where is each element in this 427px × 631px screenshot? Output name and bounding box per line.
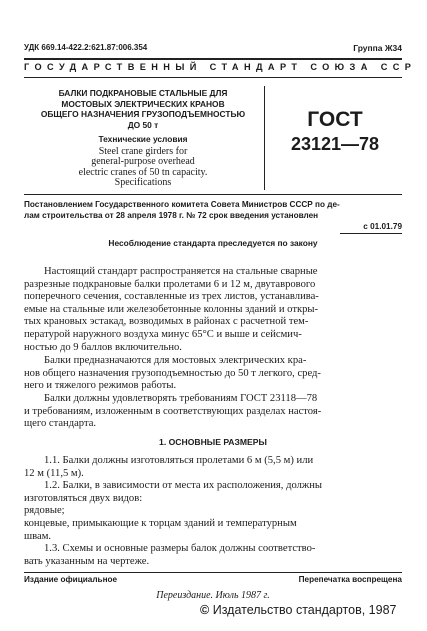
title-ru-line: ДО 50 т bbox=[127, 119, 159, 130]
gost-label: ГОСТ bbox=[307, 108, 363, 131]
title-rule bbox=[24, 194, 402, 195]
text-line: 12 м (11,5 м). bbox=[24, 467, 84, 479]
text-line: вать указанным на чертеже. bbox=[24, 555, 150, 567]
text-line: поперечного сечения, составленные из трех листов, устанавлива- bbox=[24, 291, 319, 303]
text-line: Балки должны удовлетворять требованиям ГОСТ 23118—78 bbox=[44, 393, 318, 404]
footer-rule bbox=[24, 572, 402, 573]
clause-1-3 bbox=[24, 543, 402, 568]
text-line: тых крановых эстакад, возводимых в районах с расчетной тем- bbox=[24, 316, 309, 328]
intro-paragraph-1 bbox=[24, 266, 402, 354]
clause-1-2-item-2 bbox=[24, 518, 402, 543]
text-line: пературой наружного воздуха минус 65°С и выше и сейсмич- bbox=[24, 328, 302, 340]
header-rule-bottom bbox=[24, 77, 402, 78]
gost-number: 23121—78 bbox=[290, 134, 380, 154]
text-line: Настоящий стандарт распространяется на стальные сварные bbox=[44, 266, 318, 277]
decree-line: Постановлением Государственного комитета Совета Министров СССР по де- bbox=[24, 200, 340, 209]
text-line: щего стандарта. bbox=[24, 418, 97, 430]
udk-code: УДК 669.14-422.2:621.87:006.354 bbox=[24, 43, 148, 52]
clause-1-2-item-1 bbox=[24, 505, 402, 518]
text-line: нов общего назначения грузоподъемностью до 50 т легкого, сред- bbox=[24, 367, 321, 379]
title-en bbox=[24, 147, 262, 188]
effective-date: с 01.01.79 bbox=[363, 222, 402, 231]
text-line: 1.3. Схемы и основные размеры балок должны соответство- bbox=[44, 543, 316, 554]
title-en-line: general-purpose overhead bbox=[91, 156, 195, 168]
text-line: концевые, примыкающие к торцам зданий и температурным bbox=[24, 518, 297, 529]
text-line: рядовые; bbox=[24, 505, 65, 516]
text-line: ностью до 9 баллов включительно. bbox=[24, 341, 182, 353]
text-line: и требованиям, изложенным в соответствующих разделах настоя- bbox=[24, 405, 322, 417]
subtitle-ru: Технические условия bbox=[98, 134, 188, 144]
clause-1-2 bbox=[24, 480, 402, 505]
title-ru-line: ОБЩЕГО НАЗНАЧЕНИЯ ГРУЗОПОДЪЕМНОСТЬЮ bbox=[40, 109, 246, 119]
title-ru-line: БАЛКИ ПОДКРАНОВЫЕ СТАЛЬНЫЕ ДЛЯ bbox=[58, 88, 228, 98]
reissue-note: Переиздание. Июль 1987 г. bbox=[156, 590, 270, 601]
clause-1-1 bbox=[24, 455, 402, 480]
title-ru bbox=[24, 88, 262, 130]
reprint-ban: Перепечатка воспрещена bbox=[298, 575, 402, 584]
copyright-text: Издательство стандартов, 1987 bbox=[212, 603, 397, 617]
legal-warning: Несоблюдение стандарта преследуется по закону bbox=[108, 238, 318, 248]
section-heading: 1. ОСНОВНЫЕ РАЗМЕРЫ bbox=[159, 437, 267, 447]
text-line: него и тяжелого режимов работы. bbox=[24, 380, 177, 392]
copyright-icon: © bbox=[200, 603, 210, 617]
decree-line: лам строительства от 28 апреля 1978 г. № 72 срок введения установлен bbox=[24, 210, 319, 220]
text-line: изготовляться двух видов: bbox=[24, 492, 143, 504]
text-line: разрезные подкрановые балки пролетами 6 и 12 м, двутаврового bbox=[24, 278, 316, 290]
title-en-line: electric cranes of 50 tn capacity. bbox=[78, 166, 208, 178]
text-line: 1.1. Балки должны изготовляться пролетами 6 м (5,5 м) или bbox=[44, 455, 314, 466]
intro-paragraph-3 bbox=[24, 393, 402, 431]
text-line: Балки предназначаются для мостовых электрических кра- bbox=[44, 355, 307, 366]
header-rule-top bbox=[24, 58, 402, 60]
copyright-line bbox=[200, 603, 397, 617]
title-ru-line: МОСТОВЫХ ЭЛЕКТРИЧЕСКИХ КРАНОВ bbox=[61, 98, 225, 109]
intro-paragraph-2 bbox=[24, 355, 402, 393]
group-code: Группа Ж34 bbox=[353, 43, 402, 53]
title-divider bbox=[264, 86, 265, 190]
text-line: 1.2. Балки, в зависимости от места их расположения, должны bbox=[44, 480, 323, 491]
title-en-line: Steel crane girders for bbox=[98, 146, 188, 157]
date-underline bbox=[340, 233, 402, 234]
title-en-line: Specifications bbox=[114, 176, 172, 188]
text-line: швам. bbox=[24, 530, 52, 542]
decree bbox=[24, 200, 402, 221]
official-edition: Издание официальное bbox=[24, 575, 118, 584]
text-line: емые на стальные или железобетонные колонны зданий и откры- bbox=[24, 303, 319, 315]
banner: ГОСУДАРСТВЕННЫЙ СТАНДАРТ СОЮЗА ССР bbox=[24, 62, 417, 72]
